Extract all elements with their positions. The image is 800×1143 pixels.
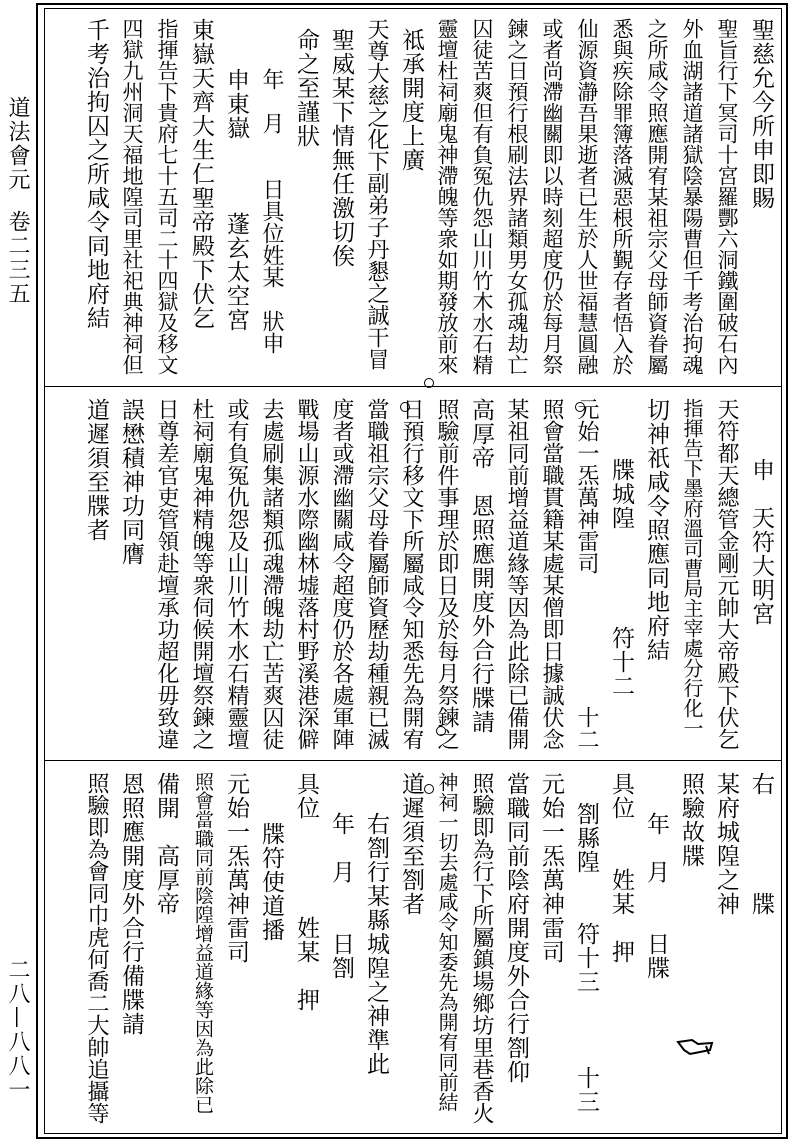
text-column: 或者尚滯幽關即以時刻超度仍於每月祭 — [540, 18, 564, 375]
text-column: 天符都天總管金剛元帥大帝殿下伏乞 — [714, 398, 739, 750]
text-column: 照驗故牒 — [678, 772, 704, 868]
text-column: 照驗即為行下所屬鎮場鄉坊里巷香火 — [469, 772, 494, 1124]
top-text-panel — [60, 18, 772, 378]
text-column: 聖旨行下冥司十宮羅酆六洞鐵圍破石內 — [715, 18, 739, 375]
text-column: 照驗即為會同巾虎何喬二大帥追攝等 — [84, 772, 109, 1124]
text-column: 高厚帝 恩照應開度外合行牒請 — [468, 398, 494, 734]
text-column: 申 天符大明宮 — [748, 458, 774, 626]
text-column: 備開 高厚帝 — [153, 772, 179, 916]
text-column: 當職祖宗父母眷屬師資歷劫種親已滅 — [364, 398, 389, 750]
text-column: 悉與疾除罪簿落滅惡根所覲存者悟入於 — [610, 18, 634, 375]
text-column: 年 月 日牒 — [643, 812, 669, 980]
text-column: 去處刷集諸類孤魂滯魄劫亡苦爽囚徒 — [259, 398, 284, 750]
signature-mark-icon — [676, 1036, 716, 1058]
middle-text-panel — [60, 398, 772, 753]
text-column: 命之至謹狀 — [293, 28, 319, 148]
section-marker-circle — [575, 402, 585, 412]
text-column: 仙源資瀞吾果逝者已生於人世福慧圓融 — [575, 18, 599, 375]
panel-divider-bottom — [44, 760, 782, 761]
text-column: 天尊大慈之化下副弟子丹懇之誠干冒 — [364, 18, 389, 370]
text-column: 具位 姓某 押 — [293, 772, 319, 1012]
text-column: 日尊差官吏管領赴壇承功超化毋致違 — [154, 398, 179, 750]
text-column: 右劄行某縣城隍之神準此 — [363, 812, 389, 1076]
panel-divider-top — [44, 386, 782, 387]
text-column: 之所咸令照應開宥某祖宗父母師資眷屬 — [645, 18, 669, 375]
text-column: 切神祇咸令照應同地府結 — [643, 398, 669, 662]
text-column: 千考治拘囚之所咸令同地府結 — [83, 18, 109, 330]
text-column: 鍊之日預行根刷法界諸類男女孤魂劫亡 — [505, 18, 529, 375]
text-column: 指揮告下墨府溫司曹局主宰處分行化一 — [680, 398, 704, 738]
bottom-text-panel — [60, 772, 772, 1127]
text-column: 指揮告下貴府七十五司二十四獄及移文 — [155, 18, 179, 375]
section-marker-circle — [424, 378, 434, 388]
text-column: 度者或滯幽關咸令超度仍於各處軍陣 — [329, 398, 354, 750]
book-title: 道法會元 — [5, 96, 30, 192]
text-column: 照會當職同前陰隍增益道緣等因為此除已 — [192, 772, 214, 1114]
text-column: 神祠一切去處咸令知委先為開宥同前結 — [435, 772, 459, 1112]
text-column: 照驗前件事理於即日及於每月祭鍊之 — [434, 398, 459, 750]
text-column: 元始一炁萬神雷司 — [538, 772, 564, 964]
text-column: 日預行移文下所屬咸令知悉先為開宥 — [399, 398, 424, 750]
text-column: 誤懋積神功同膺 — [118, 398, 144, 566]
text-column: 四獄九州洞天福地隍司里社祀典神祠但 — [120, 18, 144, 375]
page-number: 二八—八八一 — [5, 958, 30, 1102]
text-column: 照會當職貫籍某處某僧即日據誠伏念 — [539, 398, 564, 750]
text-column: 道遲須至劄者 — [398, 772, 424, 916]
text-column: 牒城隍 符十二 — [608, 458, 634, 698]
text-column: 年 月 日具位姓某 狀申 — [259, 68, 284, 354]
text-column: 劄縣隍 符十三 十三 — [573, 802, 599, 1114]
text-column: 外血湖諸道諸獄陰暴陽曹但千考治拘魂 — [680, 18, 704, 375]
text-column: 囚徒苦爽但有負冤仇怨山川竹木水石精 — [470, 18, 494, 375]
section-marker-circle — [424, 784, 434, 794]
text-column: 元始一炁萬神雷司 十二 — [574, 398, 599, 750]
text-column: 靈壇杜祠廟鬼神滯魄等衆如期發放前來 — [435, 18, 459, 375]
text-column: 某祖同前增益道緣等因為此除已備開 — [504, 398, 529, 750]
text-column: 杜祠廟鬼神精魄等衆伺候開壇祭鍊之 — [189, 398, 214, 750]
text-column: 元始一炁萬神雷司 — [223, 772, 249, 964]
volume-label: 卷二三五 — [5, 210, 30, 306]
text-column: 右 牒 — [748, 772, 774, 916]
section-marker-circle — [400, 402, 410, 412]
text-column: 或有負冤仇怨及山川竹木水石精靈壇 — [224, 398, 249, 750]
text-column: 戰場山源水際幽林墟落村野溪港深僻 — [294, 398, 319, 750]
text-column: 祗承開度上廣 — [398, 28, 424, 172]
text-column: 具位 姓某 押 — [608, 772, 634, 964]
text-column: 東嶽天齊大生仁聖帝殿下伏乞 — [188, 18, 214, 330]
text-column: 當職同前陰府開度外合行劄仰 — [503, 772, 529, 1084]
section-marker-circle — [436, 726, 446, 736]
text-column: 年 月 日劄 — [328, 812, 354, 980]
text-column: 恩照應開度外合行備牒請 — [118, 772, 144, 1036]
text-column: 某府城隍之神 — [713, 772, 739, 916]
text-column: 道遲須至牒者 — [83, 398, 109, 542]
text-column: 聖威某下情無任激切俟 — [328, 28, 354, 268]
text-column: 申東嶽 蓬玄太空宮 — [223, 68, 249, 332]
text-column: 牒符使道播 — [258, 822, 284, 942]
text-column: 聖慈允今所申即賜 — [748, 18, 774, 210]
